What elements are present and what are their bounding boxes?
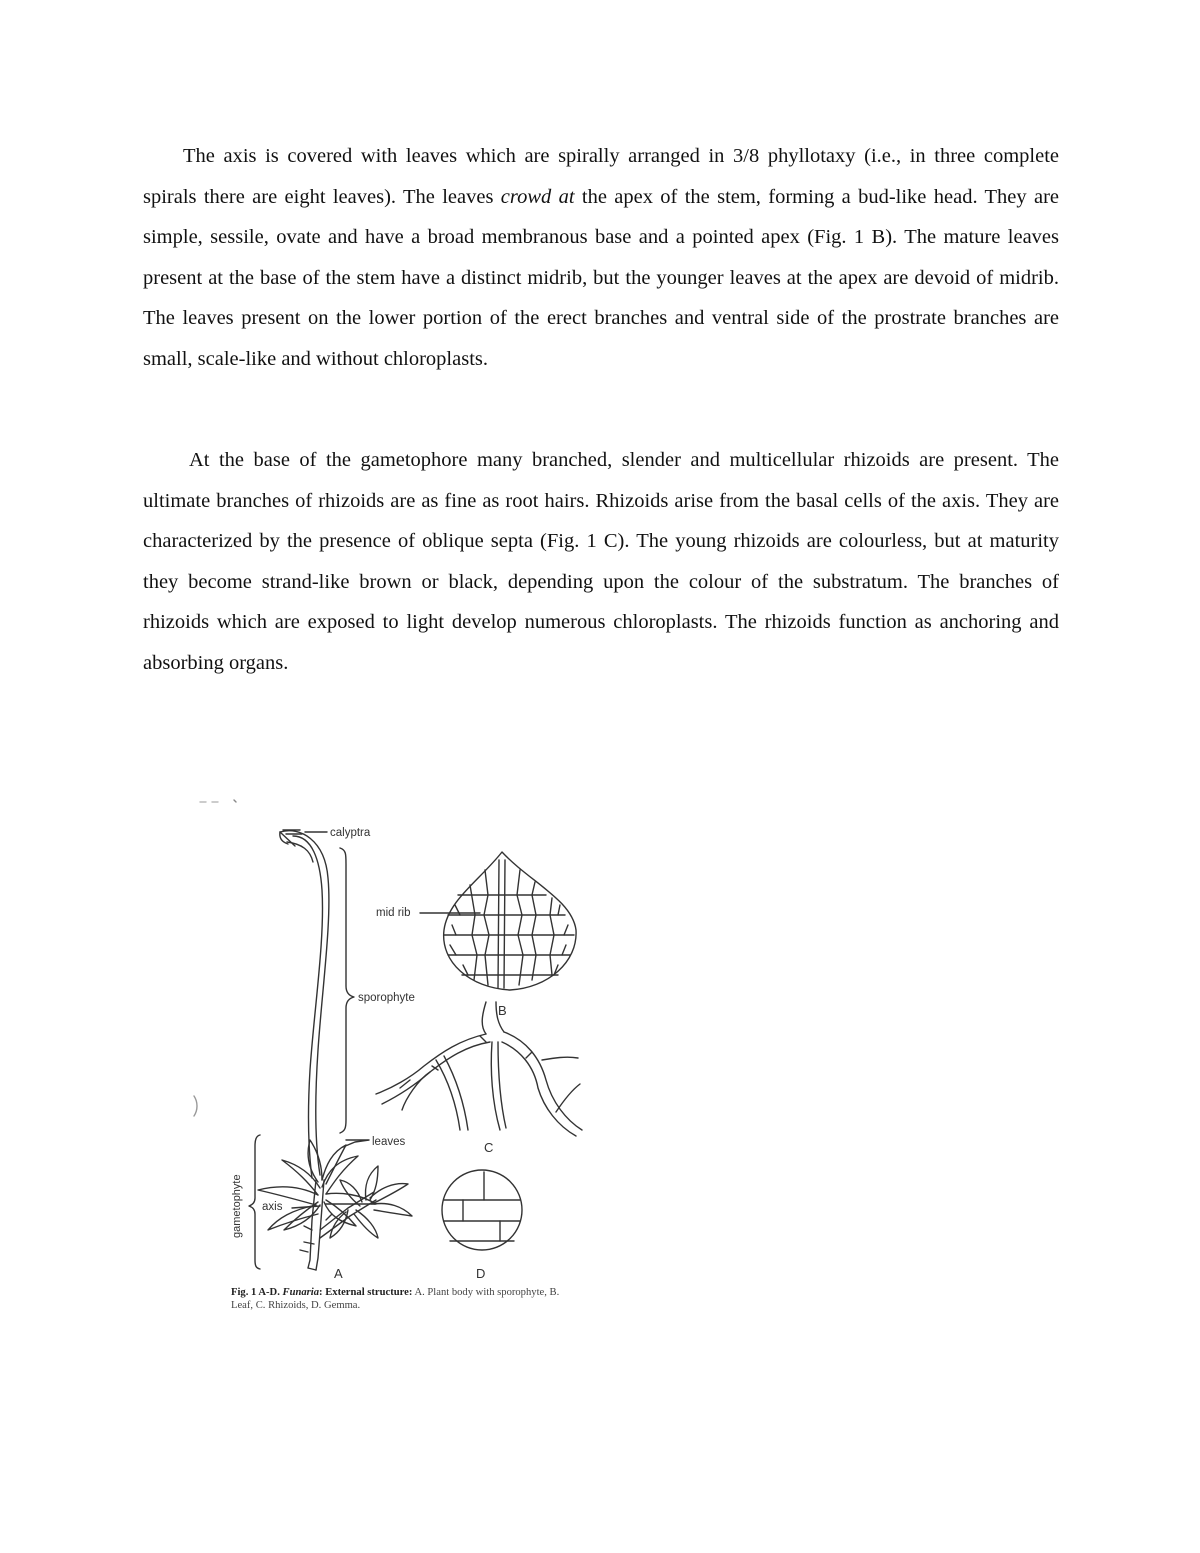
leaves-pointer [343, 1140, 369, 1147]
caption-title: : External structure: [319, 1287, 413, 1298]
figure-caption [231, 1287, 583, 1312]
panel-label-b: B [498, 1003, 507, 1018]
scan-mark [194, 1096, 197, 1116]
label-mid-rib: mid rib [376, 907, 411, 919]
panel-label-c: C [484, 1140, 494, 1155]
paragraph-text: the apex of the stem, forming a bud-like head. They are simple, sessile, ovate and have a broad membranous base and a pointed apex (Fig. 1 B). The mature leaves present at the base of the stem have a distinct midrib, but the younger leaves at the apex are devoid of midrib. The leaves present on the lower portion of the erect branches and ventral side of the prostrate branches are small, scale-like and without chloroplasts. [143, 185, 1060, 370]
rhizoids-drawing [376, 1002, 582, 1136]
caption-text: A. Plant body with sporophyte, B. Leaf, C. Rhizoids, D. Gemma. [231, 1287, 560, 1311]
label-axis: axis [262, 1201, 283, 1213]
funaria-figure [180, 790, 590, 1325]
sporophyte-bracket [340, 848, 354, 1133]
sporophyte-drawing [280, 830, 329, 1178]
paragraph-text: The axis is covered with leaves which are spirally arranged in 3/8 phyllotaxy (i.e., in three complete spirals there are eight leaves). The leaves [143, 145, 1059, 208]
scan-mark [234, 800, 236, 802]
label-calyptra: calyptra [330, 827, 371, 839]
panel-label-a: A [334, 1266, 343, 1281]
caption-genus: Funaria [282, 1287, 320, 1298]
label-sporophyte: sporophyte [358, 992, 415, 1004]
label-gametophyte: gametophyte [231, 1174, 243, 1238]
gametophyte-bracket [249, 1135, 260, 1269]
panel-label-d: D [476, 1266, 486, 1281]
axis-pointer [292, 1206, 320, 1208]
leaf-drawing [444, 852, 576, 990]
label-leaves: leaves [372, 1136, 406, 1148]
paragraph-rhizoids: At the base of the gametophore many branched, slender and multicellular rhizoids are present. The ultimate branches of rhizoids are as fine as root hairs. Rhizoids arise from the basal cells of the axis. They are characterized by the presence of oblique septa (Fig. 1 C). The young rhizoids are colourless, but at maturity they become strand-like brown or black, depending upon the colour of the substratum. The branches of rhizoids which are exposed to light develop numerous chloroplasts. The rhizoids function as anchoring and absorbing organs. [143, 449, 1059, 674]
funaria-illustration [180, 790, 590, 1290]
paragraph-leaves [143, 136, 1059, 380]
gemma-drawing [442, 1170, 522, 1250]
emphasis-text: crowd at [500, 185, 575, 208]
caption-label: Fig. 1 A-D. [231, 1287, 280, 1298]
